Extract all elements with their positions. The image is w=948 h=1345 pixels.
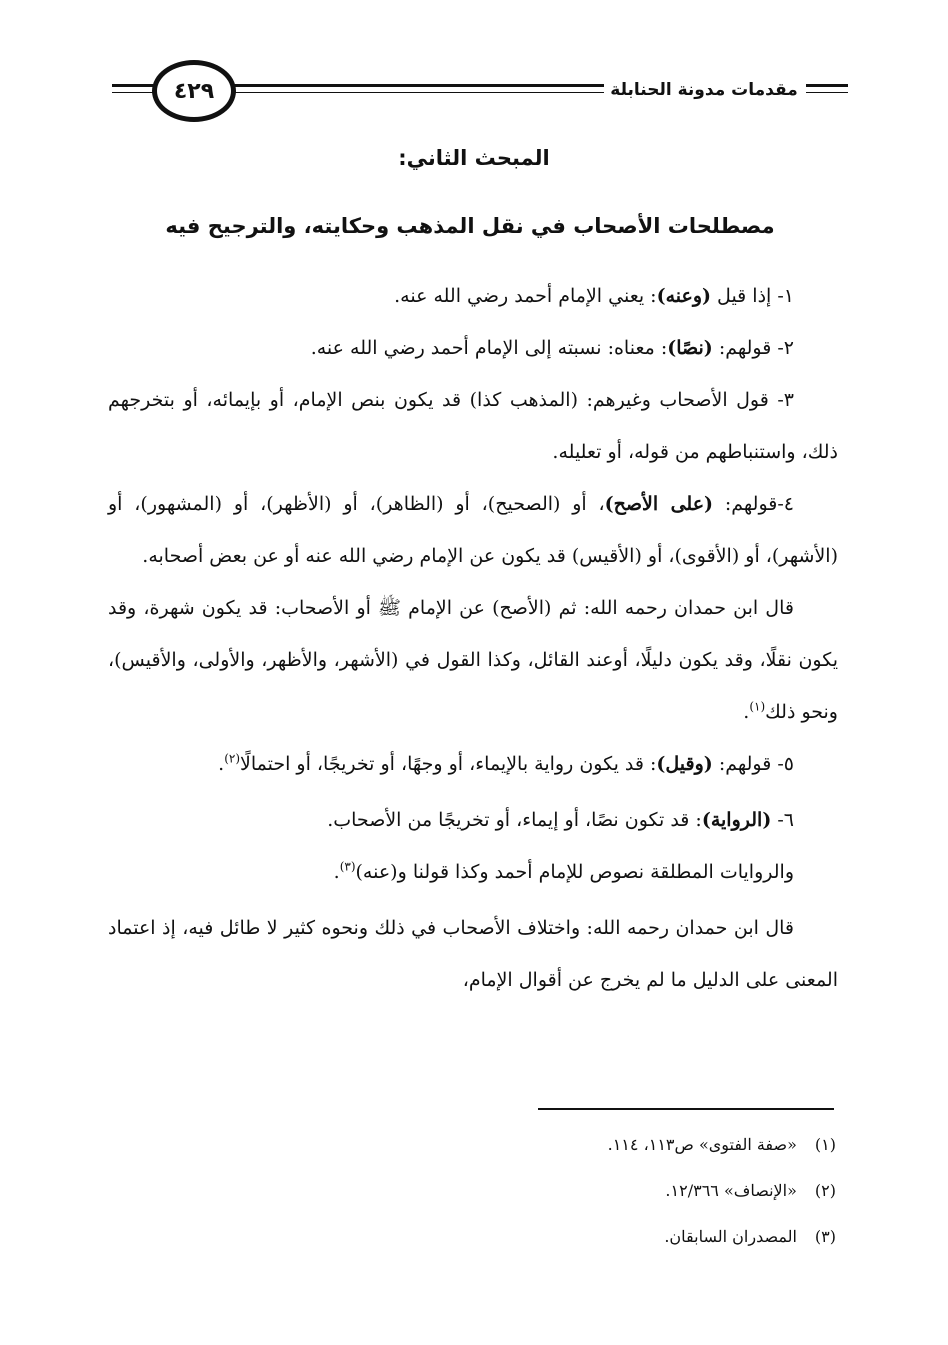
running-title: مقدمات مدونة الحنابلة — [606, 80, 802, 100]
footnote-1-number: (١) — [814, 1135, 836, 1154]
page-number: ٤٢٩ — [152, 60, 236, 122]
paragraph-4-text: ، أو (الصحيح)، أو (الظاهر)، أو (الأظهر)، أو (المشهور)، أو (الأشهر)، أو (الأقوى)، أو (الأقيس) قد يكون عن الإمام رضي الله عنه أو عن بعض أصحابه. — [108, 493, 838, 567]
header-rule-right-bottom — [806, 92, 848, 93]
paragraph-2-text: : معناه: نسبته إلى الإمام أحمد رضي الله عنه. — [310, 337, 668, 359]
paragraph-3: ٣- قول الأصحاب وغيرهم: (المذهب كذا) قد يكون بنص الإمام، أو بإيمائه، أو بتخرجهم ذلك، واستنباطهم من قوله، أو تعليله. — [108, 389, 838, 463]
paragraph-5-text: قال ابن حمدان رحمه الله: ثم (الأصح) عن الإمام ﷺ أو الأصحاب: قد يكون شهرة، وقد يكون نقلًا، وقد يكون دليلًا، أوعند القائل، وكذا القول في (الأشهر، والأظهر، والأولى، والأقيس)، ونحو ذلك — [108, 597, 838, 723]
paragraph-4-prefix: ٤-قولهم: — [713, 493, 794, 515]
running-header — [112, 58, 848, 130]
paragraph-6-term: (وقيل) — [656, 753, 713, 775]
header-rule-middle-top — [232, 84, 604, 87]
section-heading: المبحث الثاني: — [398, 146, 550, 170]
paragraph-1 — [108, 270, 838, 322]
header-rule-right-top — [806, 84, 848, 87]
footnote-2 — [300, 1168, 836, 1214]
footnote-ref-1: (١) — [749, 699, 766, 714]
footnote-1 — [300, 1122, 836, 1168]
section-title: مصطلحات الأصحاب في نقل المذهب وحكايته، والترجيح فيه — [165, 214, 775, 238]
header-rule-left-bottom — [112, 92, 156, 93]
paragraph-2 — [108, 322, 838, 374]
paragraph-2-term: (نصًا) — [667, 337, 713, 359]
paragraph-4 — [108, 478, 838, 582]
paragraph-9: قال ابن حمدان رحمه الله: واختلاف الأصحاب في ذلك ونحوه كثير لا طائل فيه، إذ اعتماد المعنى على الدليل ما لم يخرج عن أقوال الإمام، — [108, 917, 838, 991]
footnote-2-text: «الإنصاف» ١٢/٣٦٦. — [665, 1181, 797, 1200]
paragraph-7-prefix: ٦- — [771, 809, 794, 831]
paragraph-1-prefix: ١- إذا قيل — [711, 285, 794, 307]
paragraph-6-prefix: ٥- قولهم: — [712, 753, 794, 775]
paragraph-5-end: . — [743, 701, 750, 723]
footnote-3-text: المصدران السابقان. — [664, 1227, 797, 1246]
paragraph-1-term: (وعنه) — [656, 285, 712, 307]
paragraph-8 — [108, 846, 838, 898]
paragraph-5 — [108, 582, 838, 738]
paragraph-6-end: . — [218, 753, 225, 775]
footnote-1-text: «صفة الفتوى» ص١١٣، ١١٤. — [607, 1135, 797, 1154]
paragraph-4-term: (على الأصح) — [604, 493, 714, 515]
footnotes — [300, 1122, 836, 1260]
main-text — [108, 270, 838, 1006]
header-rule-left-top — [112, 84, 156, 87]
paragraph-7 — [108, 794, 838, 846]
header-rule-middle-bottom — [232, 92, 604, 93]
paragraph-1-text: : يعني الإمام أحمد رضي الله عنه. — [394, 285, 657, 307]
paragraph-6 — [108, 738, 838, 790]
paragraph-8-end: . — [333, 861, 340, 883]
footnote-3-number: (٣) — [814, 1227, 836, 1246]
paragraph-7-text: : قد تكون نصًا، أو إيماء، أو تخريجًا من الأصحاب. — [327, 809, 702, 831]
paragraph-2-prefix: ٢- قولهم: — [712, 337, 794, 359]
footnote-ref-3: (٣) — [339, 859, 356, 874]
paragraph-7-term: (الرواية) — [701, 809, 772, 831]
paragraph-8-text: والروايات المطلقة نصوص للإمام أحمد وكذا قولنا و(عنه) — [355, 861, 794, 883]
footnote-separator — [538, 1108, 834, 1110]
footnote-2-number: (٢) — [814, 1181, 836, 1200]
paragraph-6-text: : قد يكون رواية بالإيماء، أو وجهًا، أو تخريجًا، أو احتمالًا — [240, 753, 657, 775]
footnote-ref-2: (٢) — [224, 751, 241, 766]
footnote-3 — [300, 1214, 836, 1260]
